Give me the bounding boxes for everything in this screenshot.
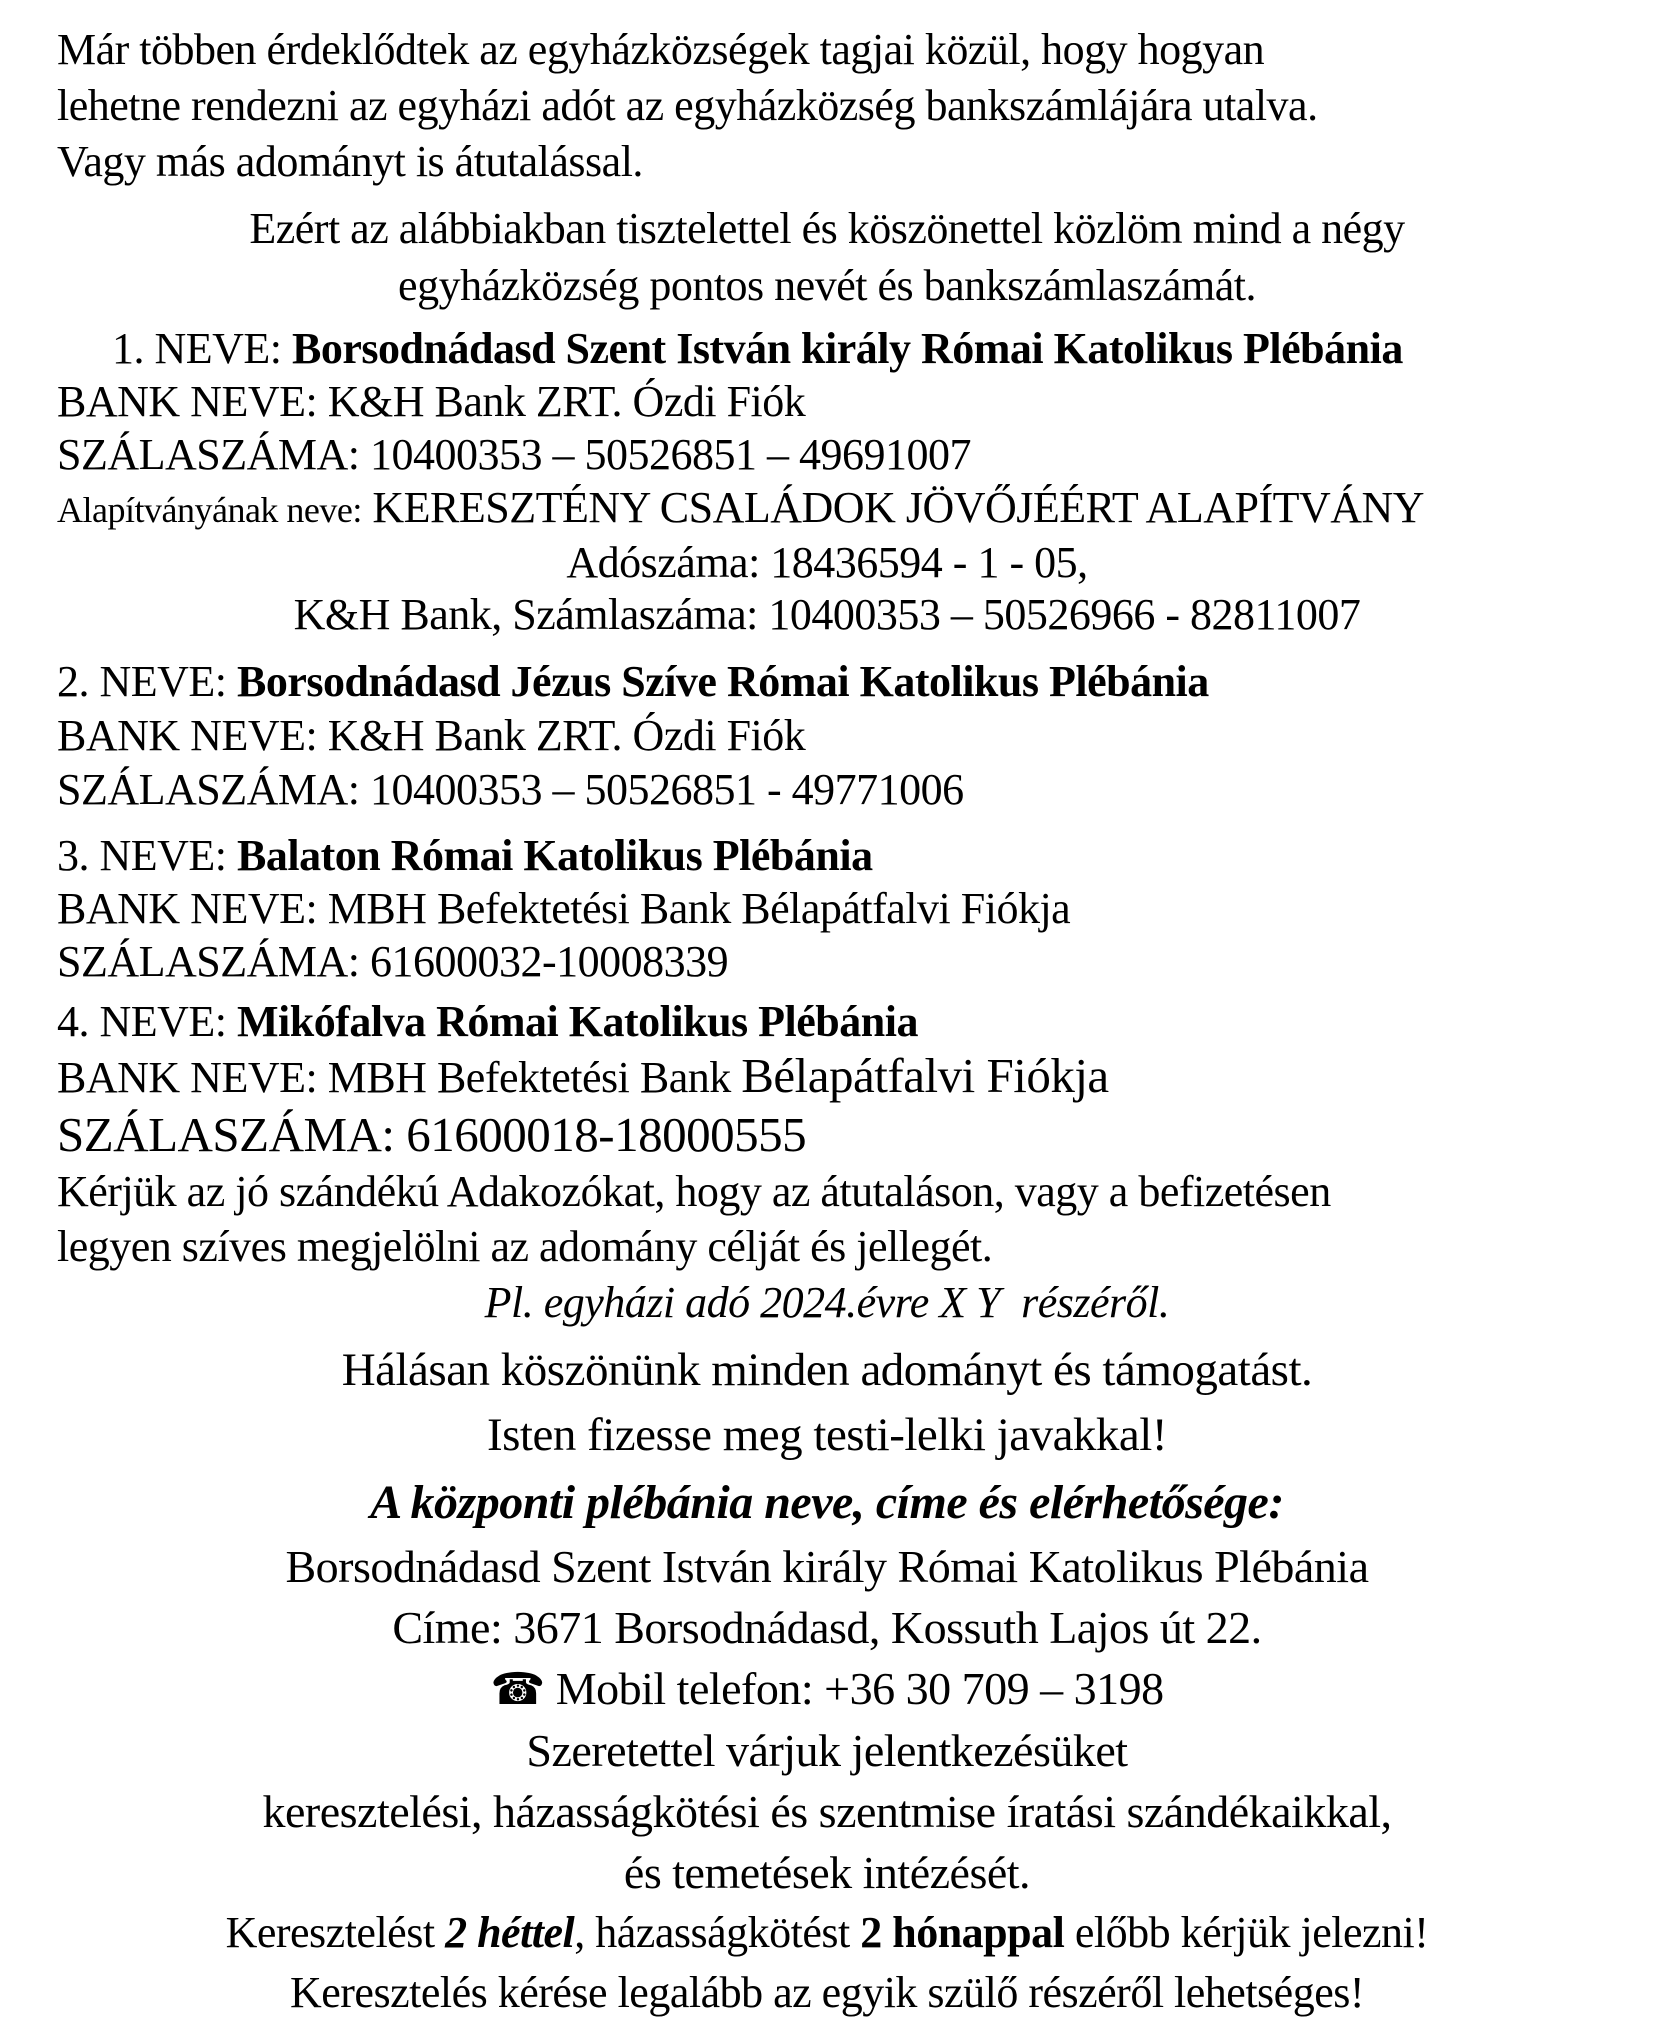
- request-line-2: legyen szíves megjelölni az adomány célját és jellegét.: [57, 1222, 993, 1271]
- parish-entry-1: [0, 322, 1654, 641]
- parish-3-number-label: 3. NEVE:: [57, 831, 227, 880]
- parish-1-bank-label: BANK NEVE:: [57, 377, 318, 426]
- parish-2-account-label: SZÁLASZÁMA:: [57, 765, 360, 814]
- donation-request-paragraph: [0, 1164, 1654, 1332]
- foundation-label: Alapítványának neve:: [57, 490, 362, 530]
- parish-3-account-line: [0, 935, 1654, 988]
- parish-entry-3: [0, 829, 1654, 988]
- central-parish-phone-line: [0, 1658, 1654, 1720]
- intro-line-2: lehetne rendezni az egyházi adót az egyházközség bankszámlájára utalva.: [57, 81, 1318, 130]
- parish-1-bank-line: [0, 375, 1654, 428]
- parish-3-bank-line: [0, 882, 1654, 935]
- parish-3-account-label: SZÁLASZÁMA:: [57, 937, 360, 986]
- parish-2-bank-value: K&H Bank ZRT. Ózdi Fiók: [327, 711, 806, 760]
- phone-number: Mobil telefon: +36 30 709 – 3198: [555, 1663, 1164, 1714]
- parish-4-bank-branch: Bélapátfalvi Fiókja: [741, 1048, 1109, 1103]
- parish-1-account-value: 10400353 – 50526851 – 49691007: [370, 430, 972, 479]
- thanks-line-2: Isten fizesse meg testi-lelki javakkal!: [486, 1409, 1167, 1461]
- parish-4-bank-label: BANK NEVE:: [57, 1053, 318, 1102]
- foundation-tax-number-line: Adószáma: 18436594 - 1 - 05,: [566, 538, 1088, 587]
- parish-2-account-line: [0, 763, 1654, 817]
- central-parish-details: [0, 1536, 1654, 1903]
- central-parish-heading: A központi plébánia neve, címe és elérhetősége:: [370, 1476, 1284, 1529]
- parish-2-name-line: [0, 655, 1654, 709]
- parish-4-name: Mikófalva Római Katolikus Plébánia: [237, 997, 918, 1046]
- intro-line-3: Vagy más adományt is átutalással.: [57, 137, 643, 186]
- notice-part-2: , házasságkötést: [574, 1908, 861, 1957]
- thanks-line-1: Hálásan köszönünk minden adományt és támogatást.: [341, 1344, 1313, 1396]
- notice-part-1: Keresztelést: [225, 1908, 446, 1957]
- parish-3-bank-label: BANK NEVE:: [57, 884, 318, 933]
- parish-4-account-value: 61600018-18000555: [406, 1107, 807, 1162]
- example-line: Pl. egyházi adó 2024.évre X Y részéről.: [484, 1278, 1170, 1327]
- announcement-paragraph: [0, 200, 1654, 314]
- notice-weeks: 2 héttel: [445, 1908, 575, 1957]
- announcement-line-1: Ezért az alábbiakban tisztelettel és köszönettel közlöm mind a négy: [249, 204, 1405, 253]
- parish-2-bank-line: [0, 709, 1654, 763]
- intents-line-1: keresztelési, házasságkötési és szentmise íratási szándékaikkal,: [262, 1786, 1392, 1837]
- advance-notice-line: [0, 1903, 1654, 1963]
- parish-1-name: Borsodnádasd Szent István király Római Katolikus Plébánia: [292, 324, 1403, 373]
- parish-4-bank-value: MBH Befektetési Bank: [327, 1053, 731, 1102]
- parish-3-name-line: [0, 829, 1654, 882]
- parish-1-name-line: [0, 322, 1654, 375]
- parish-4-bank-line: [0, 1048, 1654, 1106]
- parish-4-number-label: 4. NEVE:: [57, 997, 227, 1046]
- parish-4-account-line: [0, 1106, 1654, 1164]
- parish-1-foundation-line: [0, 481, 1654, 537]
- welcome-line: Szeretettel várjuk jelentkezésüket: [526, 1725, 1128, 1776]
- parish-3-bank-value: MBH Befektetési Bank Bélapátfalvi Fiókja: [327, 884, 1071, 933]
- parish-1-number-label: 1. NEVE:: [112, 324, 282, 373]
- parish-4-account-label: SZÁLASZÁMA:: [57, 1107, 395, 1162]
- parish-entry-2: [0, 655, 1654, 817]
- intro-paragraph: [0, 22, 1654, 190]
- parish-1-bank-value: K&H Bank ZRT. Ózdi Fiók: [327, 377, 806, 426]
- parish-3-account-value: 61600032-10008339: [370, 937, 729, 986]
- announcement-line-2: egyházközség pontos nevét és bankszámlaszámát.: [398, 261, 1256, 310]
- parish-3-name: Balaton Római Katolikus Plébánia: [237, 831, 873, 880]
- thanks-paragraph: [0, 1338, 1654, 1468]
- intro-line-1: Már többen érdeklődtek az egyházközségek tagjai közül, hogy hogyan: [57, 25, 1265, 74]
- parish-1-account-line: [0, 428, 1654, 481]
- parish-2-bank-label: BANK NEVE:: [57, 711, 318, 760]
- parish-1-account-label: SZÁLASZÁMA:: [57, 430, 360, 479]
- central-parish-heading-block: [0, 1470, 1654, 1536]
- intents-line-2: és temetések intézését.: [623, 1847, 1031, 1898]
- notice-part-3: előbb kérjük jelezni!: [1064, 1908, 1429, 1957]
- central-parish-address: Címe: 3671 Borsodnádasd, Kossuth Lajos út 22.: [392, 1602, 1262, 1653]
- telephone-icon: ☎: [490, 1664, 545, 1715]
- notice-paragraph: [0, 1903, 1654, 2023]
- parish-4-name-line: [0, 995, 1654, 1048]
- baptism-parent-note-line: Keresztelés kérése legalább az egyik szülő részéről lehetséges!: [289, 1968, 1365, 2017]
- parish-2-number-label: 2. NEVE:: [57, 657, 227, 706]
- notice-months: 2 hónappal: [860, 1908, 1065, 1957]
- foundation-name: KERESZTÉNY CSALÁDOK JÖVŐJÉÉRT ALAPÍTVÁNY: [372, 483, 1425, 532]
- foundation-account-line: K&H Bank, Számlaszáma: 10400353 – 50526966 - 82811007: [293, 590, 1361, 639]
- parish-2-name: Borsodnádasd Jézus Szíve Római Katolikus Plébánia: [237, 657, 1209, 706]
- central-parish-name: Borsodnádasd Szent István király Római Katolikus Plébánia: [285, 1541, 1369, 1592]
- parish-entry-4: [0, 995, 1654, 1164]
- parish-2-account-value: 10400353 – 50526851 - 49771006: [370, 765, 964, 814]
- request-line-1: Kérjük az jó szándékú Adakozókat, hogy az átutaláson, vagy a befizetésen: [57, 1167, 1331, 1216]
